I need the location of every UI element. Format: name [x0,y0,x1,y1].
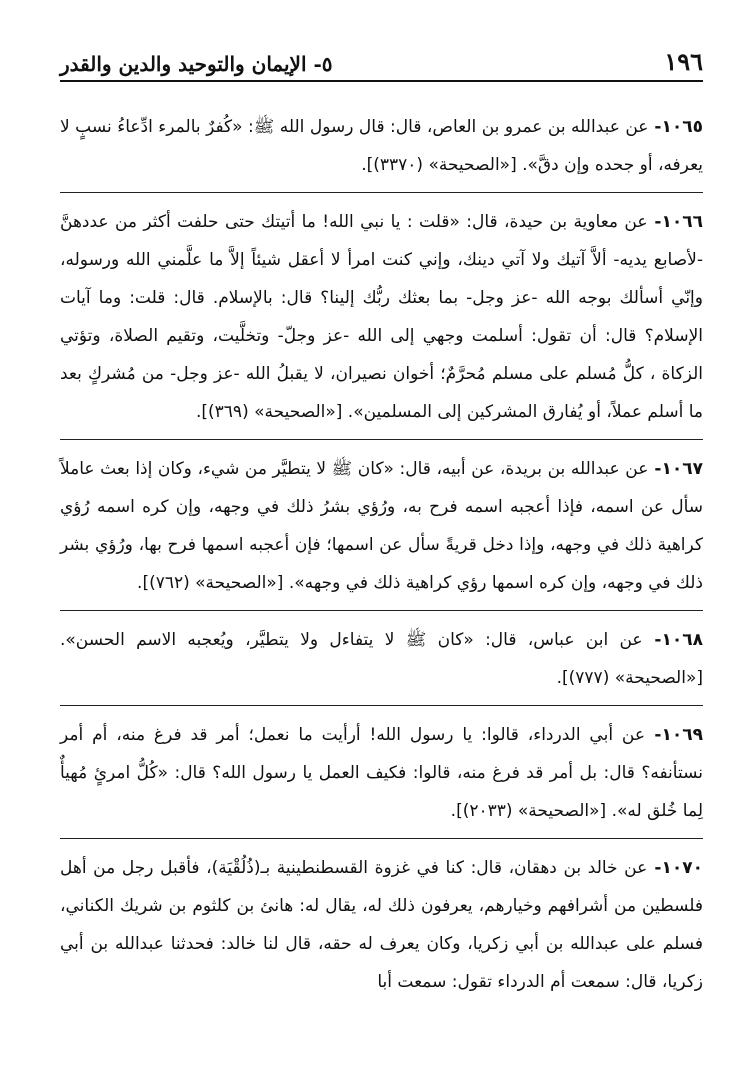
hadith-1070: ١٠٧٠- عن خالد بن دهقان، قال: كنا في غزوة القسطنطينية بـ(ذُلُقْيَة)، فأقبل رجل من أهل فلسطين من أشرافهم وخيارهم، يعرفون ذلك له، يقال له: هانئ بن كلثوم بن شريك الكناني، فسلم على عبدالله بن أبي زكريا، وكان يعرف له حقه، قال لنا خالد: فحدثنا عبدالله بن أبي زكريا، قال: سمعت أم الدرداء تقول: سمعت أبا [60,858,703,992]
hadith-text: عن عبدالله بن عمرو بن العاص، قال: قال رسول الله ﷺ: «كُفرٌ بالمرء ادِّعاءُ نسبٍ لا يعرفه، أو جحده وإن دقَّ». [«الصحيحة» (٣٣٧٠)]. [60,117,703,175]
hadith-list [60,108,703,1019]
running-head [60,34,703,82]
hadith-number: ١٠٧٠ [661,858,703,878]
chapter-title: ٥- الإيمان والتوحيد والدين والقدر [60,52,333,76]
hadith-1069: ١٠٦٩- عن أبي الدرداء، قالوا: يا رسول الله! أرأيت ما نعمل؛ أمر قد فرغ منه، أم أمر نستأنفه؟ قال: بل أمر قد فرغ منه، قالوا: فكيف العمل يا رسول الله؟ قال: «كُلُّ امرئٍ مُهيأٌ لِما خُلق له». [«الصحيحة» (٢٠٣٣)]. [60,716,703,839]
hadith-number: ١٠٦٥ [661,117,703,137]
hadith-1065: ١٠٦٥- عن عبدالله بن عمرو بن العاص، قال: قال رسول الله ﷺ: «كُفرٌ بالمرء ادِّعاءُ نسبٍ لا يعرفه، أو جحده وإن دقَّ». [«الصحيحة» (٣٣٧٠)]. [60,108,703,193]
hadith-number: ١٠٦٨ [661,630,703,650]
hadith-1066: ١٠٦٦- عن معاوية بن حيدة، قال: «قلت : يا نبي الله! ما أتيتك حتى حلفت أكثر من عددهنَّ -لأصابع يديه- ألاَّ آتيك ولا آتي دينك، وإني كنت امرأ لا أعقل شيئاً إلاَّ ما علَّمني الله ورسوله، وإنّي أسألك بوجه الله -عز وجل- بما بعثك ربُّك إلينا؟ قال: بالإسلام. قال: قلت: وما آيات الإسلام؟ قال: أن تقول: أسلمت وجهي إلى الله -عز وجلّ- وتخلَّيت، وتقيم الصلاة، وتؤتي الزكاة ، كلُّ مُسلم على مسلم مُحرَّمٌ؛ أخوان نصيران، لا يقبلُ الله -عز وجل- من مُشركٍ بعد ما أسلم عملاً، أو يُفارق المشركين إلى المسلمين». [«الصحيحة» (٣٦٩)]. [60,203,703,440]
hadith-1068: ١٠٦٨- عن ابن عباس، قال: «كان ﷺ لا يتفاءل ولا يتطيَّر، ويُعجبه الاسم الحسن». [«الصحيحة» (٧٧٧)]. [60,621,703,706]
hadith-number: ١٠٦٧ [661,459,703,479]
hadith-number: ١٠٦٦ [661,212,703,232]
hadith-text: عن خالد بن دهقان، قال: كنا في غزوة القسطنطينية بـ(ذُلُقْيَة)، فأقبل رجل من أهل فلسطين من أشرافهم وخيارهم، يعرفون ذلك له، يقال له: هانئ بن كلثوم بن شريك الكناني، فسلم على عبدالله بن أبي زكريا، وكان يعرف له حقه، قال لنا خالد: فحدثنا عبدالله بن أبي زكريا، قال: سمعت أم الدرداء تقول: سمعت أبا [60,858,703,992]
page-number: ١٩٦ [664,47,703,76]
hadith-1067: ١٠٦٧- عن عبدالله بن بريدة، عن أبيه، قال: «كان ﷺ لا يتطيَّر من شيء، وكان إذا بعث عاملاً سأل عن اسمه، فإذا أعجبه اسمه فرح به، ورُؤي بشرُ ذلك في وجهه، وإن كره اسمه رُؤي كراهية ذلك في وجهه، وإذا دخل قريةً سأل عن اسمها؛ فإن أعجبه اسمها فرح بها، ورُؤي بشر ذلك في وجهه، وإن كره اسمها رؤي كراهية ذلك في وجهه». [«الصحيحة» (٧٦٢)]. [60,450,703,611]
hadith-number: ١٠٦٩ [661,725,703,745]
hadith-text: عن ابن عباس، قال: «كان ﷺ لا يتفاءل ولا يتطيَّر، ويُعجبه الاسم الحسن». [«الصحيحة» (٧٧٧)]. [60,630,703,688]
hadith-text: عن معاوية بن حيدة، قال: «قلت : يا نبي الله! ما أتيتك حتى حلفت أكثر من عددهنَّ -لأصابع يديه- ألاَّ آتيك ولا آتي دينك، وإني كنت امرأ لا أعقل شيئاً إلاَّ ما علَّمني الله ورسوله، وإنّي أسألك بوجه الله -عز وجل- بما بعثك ربُّك إلينا؟ قال: بالإسلام. قال: قلت: وما آيات الإسلام؟ قال: أن تقول: أسلمت وجهي إلى الله -عز وجلّ- وتخلَّيت، وتقيم الصلاة، وتؤتي الزكاة ، كلُّ مُسلم على مسلم مُحرَّمٌ؛ أخوان نصيران، لا يقبلُ الله -عز وجل- من مُشركٍ بعد ما أسلم عملاً، أو يُفارق المشركين إلى المسلمين». [«الصحيحة» (٣٦٩)]. [60,212,703,422]
hadith-text: عن أبي الدرداء، قالوا: يا رسول الله! أرأيت ما نعمل؛ أمر قد فرغ منه، أم أمر نستأنفه؟ قال: بل أمر قد فرغ منه، قالوا: فكيف العمل يا رسول الله؟ قال: «كُلُّ امرئٍ مُهيأٌ لِما خُلق له». [«الصحيحة» (٢٠٣٣)]. [60,725,703,821]
hadith-text: عن عبدالله بن بريدة، عن أبيه، قال: «كان ﷺ لا يتطيَّر من شيء، وكان إذا بعث عاملاً سأل عن اسمه، فإذا أعجبه اسمه فرح به، ورُؤي بشرُ ذلك في وجهه، وإن كره اسمه رُؤي كراهية ذلك في وجهه، وإذا دخل قريةً سأل عن اسمها؛ فإن أعجبه اسمها فرح بها، ورُؤي بشر ذلك في وجهه، وإن كره اسمها رؤي كراهية ذلك في وجهه». [«الصحيحة» (٧٦٢)]. [60,459,703,593]
